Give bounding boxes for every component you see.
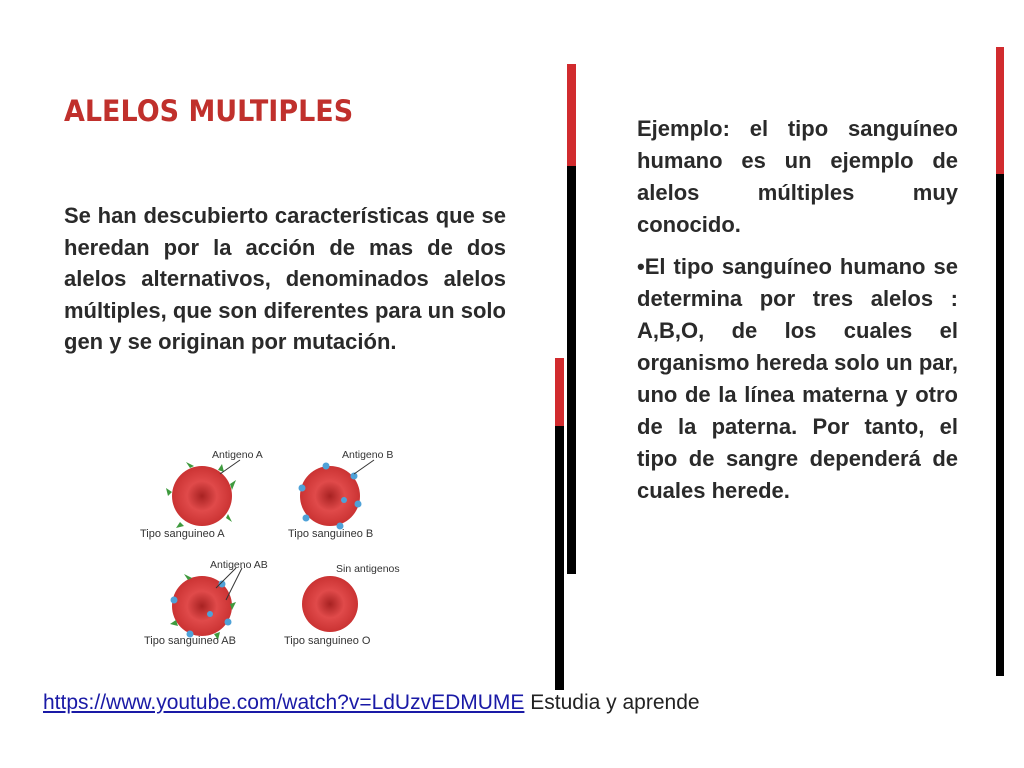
pointer-line-b [354,460,374,474]
red-cell-a [172,466,232,526]
intro-paragraph: Se han descubierto características que se heredan por la acción de mas de dos alelos alternativos, denominados alelos múltiples, que son diferentes para un solo gen y se originan por mutación. [64,203,506,354]
cell-type-a [140,449,263,540]
label-antigen-a: Antigeno A [212,449,263,461]
label-antigen-ab: Antigeno AB [210,559,268,571]
example-paragraph: Ejemplo: el tipo sanguíneo humano es un ejemplo de alelos múltiples muy conocido. [637,116,958,237]
divider-bar-1-red [567,64,576,166]
footer-reference [43,691,700,715]
divider-bar-1-black [567,166,576,574]
pointer-line-a [220,460,240,474]
red-cell-o [302,576,358,632]
divider-bar-2-red [555,358,564,426]
example-text-block [637,113,958,507]
label-no-antigens: Sin antigenos [336,563,400,575]
cell-type-o [284,563,400,647]
pointer-line-ab-2 [226,568,242,600]
label-type-b: Tipo sanguineo B [288,528,374,540]
label-type-a: Tipo sanguineo A [140,528,225,540]
label-type-o: Tipo sanguineo O [284,635,371,647]
label-antigen-b: Antigeno B [342,449,394,461]
divider-bar-2-black [555,426,564,690]
footer-caption: Estudia y aprende [524,691,700,714]
blood-type-paragraph: •El tipo sanguíneo humano se determina por tres alelos : A,B,O, de los cuales el organismo hereda solo un par, uno de la línea materna y otro de la paterna. Por tanto, el tipo de sangre dependerá de cuales herede. [637,254,958,503]
label-type-ab: Tipo sanguineo AB [144,635,236,647]
youtube-link[interactable]: https://www.youtube.com/watch?v=LdUzvEDMUME [43,691,525,714]
cell-type-ab [144,559,268,647]
cell-type-b [288,449,393,540]
edge-bar-red [996,47,1004,174]
blood-type-figure [130,444,430,654]
edge-bar-black [996,174,1004,676]
slide-title: ALELOS MULTIPLES [64,94,354,128]
